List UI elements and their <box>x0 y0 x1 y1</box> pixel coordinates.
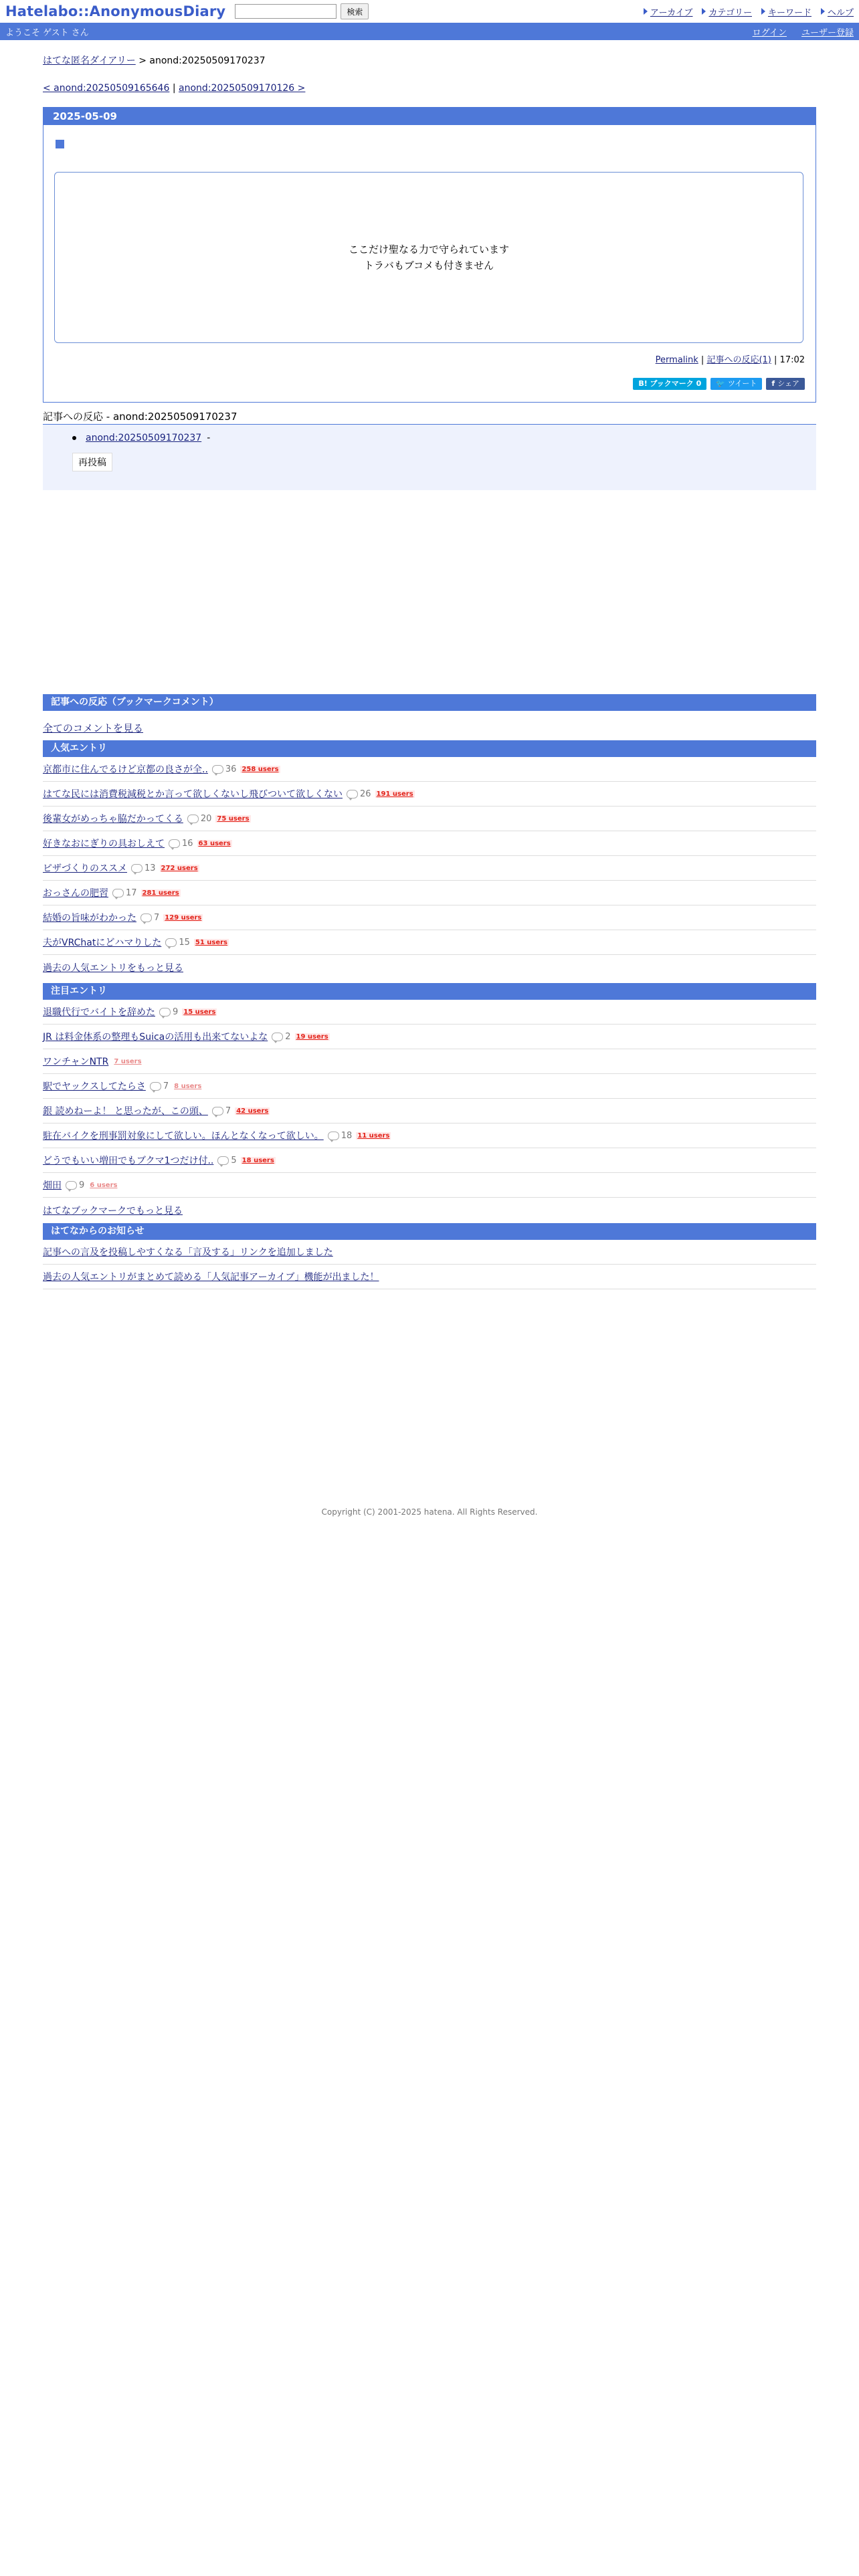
list-item <box>43 930 816 955</box>
comment-number: 9 <box>173 1006 179 1017</box>
nav-keyword-label[interactable]: キーワード <box>767 7 812 18</box>
comment-bubble-icon <box>217 1156 229 1165</box>
bookmark-users-badge[interactable]: 281 users <box>142 889 179 897</box>
comment-number: 36 <box>225 764 237 774</box>
comment-count[interactable] <box>272 1032 290 1042</box>
comment-count[interactable] <box>212 1106 231 1116</box>
list-item <box>43 1049 816 1074</box>
breadcrumb <box>43 53 816 67</box>
comment-number: 7 <box>225 1105 231 1116</box>
bookmark-users-badge[interactable]: 129 users <box>165 914 202 922</box>
tweet-button[interactable] <box>710 378 762 390</box>
comment-bubble-icon <box>112 889 124 897</box>
comment-bubble-icon <box>66 1181 77 1190</box>
entry-title[interactable]: ピザづくりのススメ <box>43 863 127 874</box>
bullet-icon <box>72 436 76 440</box>
prev-next-nav <box>43 83 816 94</box>
welcome-bar <box>0 23 859 40</box>
breadcrumb-home[interactable]: はてな匿名ダイアリー <box>43 56 136 66</box>
comment-number: 16 <box>182 838 193 849</box>
entry-title[interactable]: 後輩女がめっちゃ脇だかってくる <box>43 814 183 825</box>
comment-count[interactable] <box>150 1081 169 1091</box>
nav-help-label[interactable]: ヘルプ <box>827 7 854 18</box>
comment-bubble-icon <box>272 1033 283 1041</box>
comment-count[interactable] <box>66 1180 84 1190</box>
comment-number: 26 <box>360 788 371 799</box>
entry-title[interactable]: 好きなおにぎりの具おしえて <box>43 839 165 849</box>
attention-more-row <box>43 1198 816 1222</box>
comment-number: 18 <box>341 1130 353 1141</box>
search-button[interactable]: 検索 <box>341 3 369 19</box>
nav-archive[interactable] <box>644 5 693 18</box>
reactions-title: 記事への反応 - anond:20250509170237 <box>43 411 237 423</box>
comment-number: 7 <box>154 912 160 923</box>
protected-notice <box>54 172 803 343</box>
welcome-text: ようこそ ゲスト さん <box>5 27 89 38</box>
comment-count[interactable] <box>169 839 193 849</box>
hatena-bookmark-button[interactable]: B! ブックマーク 0 <box>633 378 706 390</box>
list-item <box>43 757 816 782</box>
entry-title[interactable]: 畑田 <box>43 1180 62 1191</box>
nav-archive-label[interactable]: アーカイブ <box>650 7 693 18</box>
entry-title[interactable]: 夫がVRChatにどハマりした <box>43 938 162 948</box>
day-header: 2025-05-09 <box>43 108 816 125</box>
section-square-icon[interactable] <box>56 140 64 148</box>
triangle-icon <box>644 8 648 15</box>
comment-bubble-icon <box>212 1107 223 1115</box>
popular-entries-list <box>43 757 816 980</box>
entry-title[interactable]: おっさんの肥習 <box>43 888 108 899</box>
bookmark-users-badge[interactable]: 19 users <box>296 1033 328 1041</box>
triangle-icon <box>821 8 825 15</box>
reactions-link[interactable]: 記事への反応(1) <box>706 355 771 365</box>
list-item <box>43 1265 816 1289</box>
comment-bubble-icon <box>347 790 358 798</box>
nav-category[interactable] <box>702 5 751 18</box>
comment-bubble-icon <box>140 914 152 922</box>
nav-keyword[interactable] <box>761 5 812 18</box>
entry-title[interactable]: 結婚の旨味がわかった <box>43 913 136 924</box>
bookmark-users-badge[interactable]: 8 users <box>174 1082 202 1090</box>
bookmark-users-badge[interactable]: 191 users <box>376 790 413 798</box>
list-item <box>43 1148 816 1173</box>
bookmark-users-badge[interactable]: 258 users <box>242 765 279 773</box>
register-link[interactable]: ユーザー登録 <box>801 27 854 38</box>
entry-time: 17:02 <box>779 355 805 365</box>
comment-bubble-icon <box>212 765 223 774</box>
entry-title[interactable]: 退職代行でバイトを辞めた <box>43 1007 155 1018</box>
list-item <box>43 1240 816 1265</box>
bookmark-users-badge[interactable]: 7 users <box>114 1057 142 1065</box>
site-logo[interactable]: Hatelabo::AnonymousDiary <box>5 3 226 19</box>
permalink[interactable]: Permalink <box>655 355 698 365</box>
entry-title[interactable]: 京都市に住んでるけど京都の良さが全.. <box>43 764 208 775</box>
reaction-entry <box>72 433 210 443</box>
triangle-icon <box>702 8 706 15</box>
list-item <box>43 1123 816 1148</box>
comment-number: 7 <box>163 1081 169 1091</box>
comment-number: 9 <box>79 1180 85 1190</box>
list-item <box>43 881 816 905</box>
top-bar <box>0 0 859 23</box>
comment-bubble-icon <box>187 815 199 823</box>
list-item <box>43 905 816 930</box>
tweet-label: ツイート <box>727 379 757 388</box>
facebook-share-button[interactable] <box>766 378 805 390</box>
entry-title[interactable]: どうでもいい増田でもブクマ1つだけ付.. <box>43 1156 214 1166</box>
comment-count[interactable] <box>131 863 156 873</box>
comment-bubble-icon <box>131 864 142 873</box>
list-item <box>43 856 816 881</box>
list-item <box>43 1173 816 1198</box>
entry-title[interactable]: JR は料金体系の整理もSuicaの活用も出来てないよな <box>43 1032 268 1043</box>
list-item <box>43 831 816 856</box>
login-link[interactable]: ログイン <box>752 27 787 38</box>
repost-button[interactable]: 再投稿 <box>72 453 112 471</box>
list-item <box>43 807 816 831</box>
share-buttons <box>633 378 805 390</box>
list-item <box>43 1025 816 1049</box>
list-item <box>43 782 816 807</box>
comment-bubble-icon <box>169 839 180 848</box>
entry-title[interactable]: はてな民には消費税減税とか言って欲しくないし飛びついて欲しくない <box>43 789 343 800</box>
comment-number: 17 <box>126 887 137 898</box>
attention-entries-header: 注目エントリ <box>43 983 816 1000</box>
news-link[interactable]: 記事への言及を投稿しやすくなる「言及する」リンクを追加しました <box>43 1247 333 1258</box>
comment-bubble-icon <box>165 938 177 947</box>
prev-next-separator: | <box>169 83 179 94</box>
bird-icon: 🐦 <box>716 379 725 388</box>
entry-title[interactable]: 駅でヤックスしてたらさ <box>43 1081 146 1092</box>
top-nav <box>644 5 854 18</box>
protected-line-2: トラバもブコメも付きません <box>363 259 494 272</box>
comment-count[interactable] <box>159 1007 178 1017</box>
popular-entries-header: 人気エントリ <box>43 740 816 757</box>
all-comments-link[interactable]: 全てのコメントを見る <box>43 722 144 734</box>
comment-bubble-icon <box>150 1082 161 1091</box>
diary-day-box <box>43 107 816 403</box>
next-entry-link[interactable]: anond:20250509170126 > <box>179 83 306 94</box>
triangle-icon <box>761 8 765 15</box>
comment-count[interactable] <box>328 1131 353 1141</box>
bookmark-comments-header: 記事への反応（ブックマークコメント） <box>43 694 816 711</box>
news-link[interactable]: 過去の人気エントリがまとめて読める「人気記事アーカイブ」機能が出ました！ <box>43 1272 379 1283</box>
share-label: シェア <box>777 379 799 388</box>
comment-number: 5 <box>231 1155 237 1166</box>
entry-footer: Permalink | 記事への反応(1) | 17:02 <box>655 355 805 365</box>
comment-number: 20 <box>200 813 212 824</box>
bookmark-users-badge[interactable]: 63 users <box>198 839 231 847</box>
entry-title[interactable]: 駐在バイクを刑事罰対象にして欲しい。ほんとなくなって欲しい。 <box>43 1131 324 1142</box>
nav-category-label[interactable]: カテゴリー <box>708 7 752 18</box>
comment-number: 2 <box>285 1031 291 1042</box>
attention-more-link[interactable]: はてなブックマークでもっと見る <box>43 1205 183 1216</box>
comment-count[interactable] <box>165 938 190 948</box>
popular-more-row <box>43 955 816 980</box>
list-item <box>43 1074 816 1099</box>
comment-count[interactable] <box>217 1156 236 1166</box>
bookmark-users-badge[interactable]: 51 users <box>195 938 228 946</box>
attention-entries-list <box>43 1000 816 1222</box>
comment-count[interactable] <box>140 913 159 923</box>
comment-number: 13 <box>145 863 156 873</box>
bookmark-users-badge[interactable]: 15 users <box>183 1008 216 1016</box>
bookmark-users-badge[interactable]: 18 users <box>242 1156 274 1164</box>
footer-copyright: Copyright (C) 2001-2025 hatena. All Rights Reserved. <box>321 1507 538 1517</box>
search-input[interactable] <box>235 4 337 19</box>
breadcrumb-current: anond:20250509170237 <box>149 56 266 66</box>
breadcrumb-separator: > <box>135 56 150 66</box>
reaction-entry-suffix: - <box>207 433 211 443</box>
popular-more-link[interactable]: 過去の人気エントリをもっと見る <box>43 962 183 974</box>
reaction-entry-link[interactable]: anond:20250509170237 <box>86 433 202 443</box>
hatena-news-list <box>43 1240 816 1289</box>
list-item <box>43 1099 816 1123</box>
nav-help[interactable] <box>821 5 854 18</box>
bookmark-users-badge[interactable]: 42 users <box>236 1107 269 1115</box>
hatena-news-header: はてなからのお知らせ <box>43 1223 816 1240</box>
protected-line-1: ここだけ聖なる力で守られています <box>348 243 509 255</box>
comment-count[interactable] <box>187 814 212 824</box>
entry-title[interactable]: 銀 読めねーよ！ と思ったが、この頭、 <box>43 1106 208 1117</box>
bookmark-users-badge[interactable]: 6 users <box>90 1181 118 1189</box>
bookmark-users-badge[interactable]: 75 users <box>217 815 250 823</box>
entry-title[interactable]: ワンチャンNTR <box>43 1057 109 1067</box>
comment-count[interactable] <box>212 764 237 774</box>
facebook-icon: f <box>771 379 775 388</box>
prev-entry-link[interactable]: < anond:20250509165646 <box>43 83 170 94</box>
bookmark-users-badge[interactable]: 11 users <box>357 1132 390 1140</box>
list-item <box>43 1000 816 1025</box>
comment-number: 15 <box>179 937 190 948</box>
bookmark-users-badge[interactable]: 272 users <box>161 864 198 872</box>
comment-count[interactable] <box>112 888 137 898</box>
comment-bubble-icon <box>328 1132 339 1140</box>
comment-count[interactable] <box>347 789 371 799</box>
comment-bubble-icon <box>159 1008 171 1016</box>
reactions-box <box>43 424 816 490</box>
